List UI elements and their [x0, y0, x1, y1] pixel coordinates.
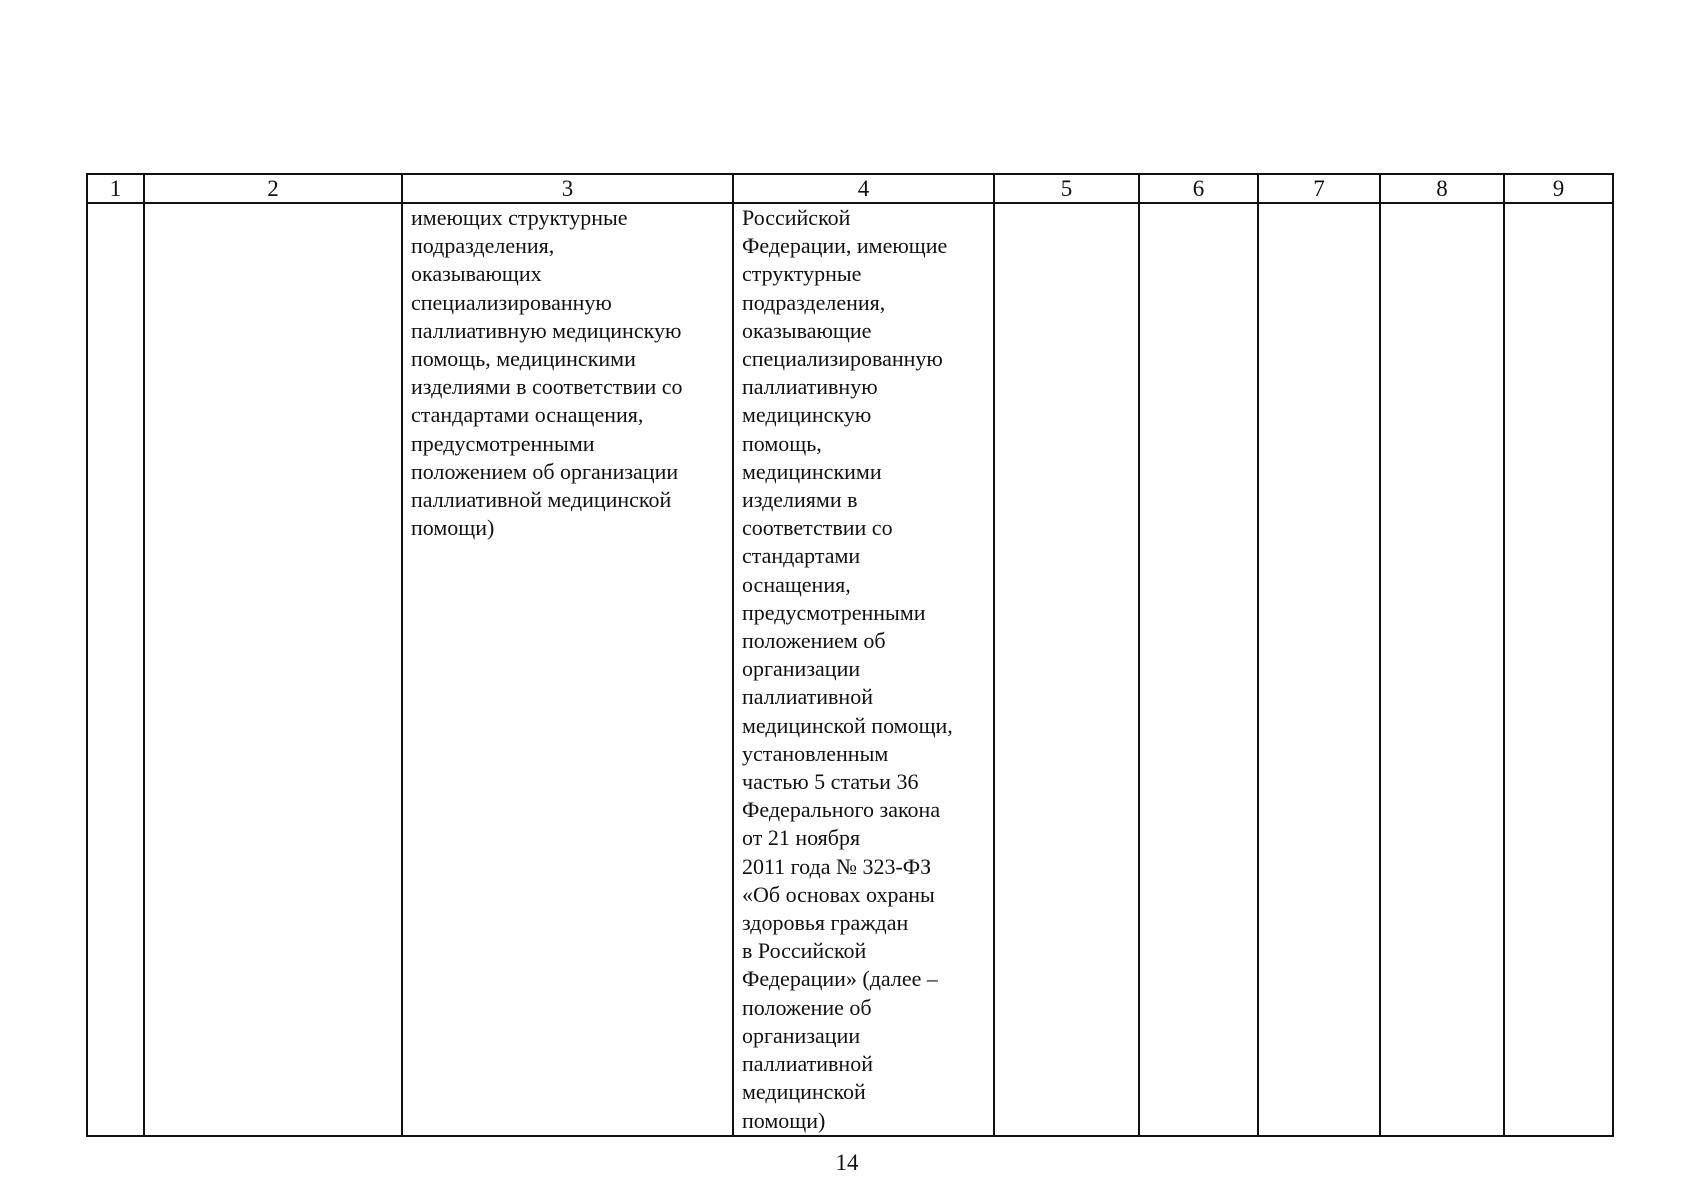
column-header-6: 6: [1139, 174, 1258, 203]
column-header-3: 3: [402, 174, 733, 203]
cell-col-9: [1504, 203, 1613, 1136]
header-row: [87, 174, 1613, 203]
column-header-7: 7: [1258, 174, 1380, 203]
column-header-1: 1: [87, 174, 144, 203]
document-table: [86, 173, 1614, 1137]
cell-col-7: [1258, 203, 1380, 1136]
cell-col-4: [733, 203, 994, 1136]
column-header-8: 8: [1380, 174, 1504, 203]
column-header-2: 2: [144, 174, 402, 203]
cell-col-1: [87, 203, 144, 1136]
cell-col-2: [144, 203, 402, 1136]
cell-col-3: [402, 203, 733, 1136]
cell-col-4-text: Российской Федерации, имеющие структурные подразделения, оказывающие специализированную паллиативную медицинскую помощь, медицинскими изделиями в соответствии со стандартами оснащения, предусмотренными положением об организации паллиативной медицинской помощи, установленным частью 5 статьи 36 Федерального закона от 21 ноября 2011 года № 323-ФЗ «Об основах охраны здоровья граждан в Российской Федерации» (далее – положение об организации паллиативной медицинской помощи): [742, 205, 953, 1133]
cell-col-5: [994, 203, 1139, 1136]
cell-col-3-text: имеющих структурные подразделения, оказывающих специализированную паллиативную медицинскую помощь, медицинскими изделиями в соответствии со стандартами оснащения, предусмотренными положением об организации паллиативной медицинской помощи): [411, 205, 683, 541]
column-header-4: 4: [733, 174, 994, 203]
column-header-5: 5: [994, 174, 1139, 203]
table-row: [87, 203, 1613, 1136]
cell-col-8: [1380, 203, 1504, 1136]
column-header-9: 9: [1504, 174, 1613, 203]
page-number: 14: [835, 1150, 859, 1175]
cell-col-6: [1139, 203, 1258, 1136]
